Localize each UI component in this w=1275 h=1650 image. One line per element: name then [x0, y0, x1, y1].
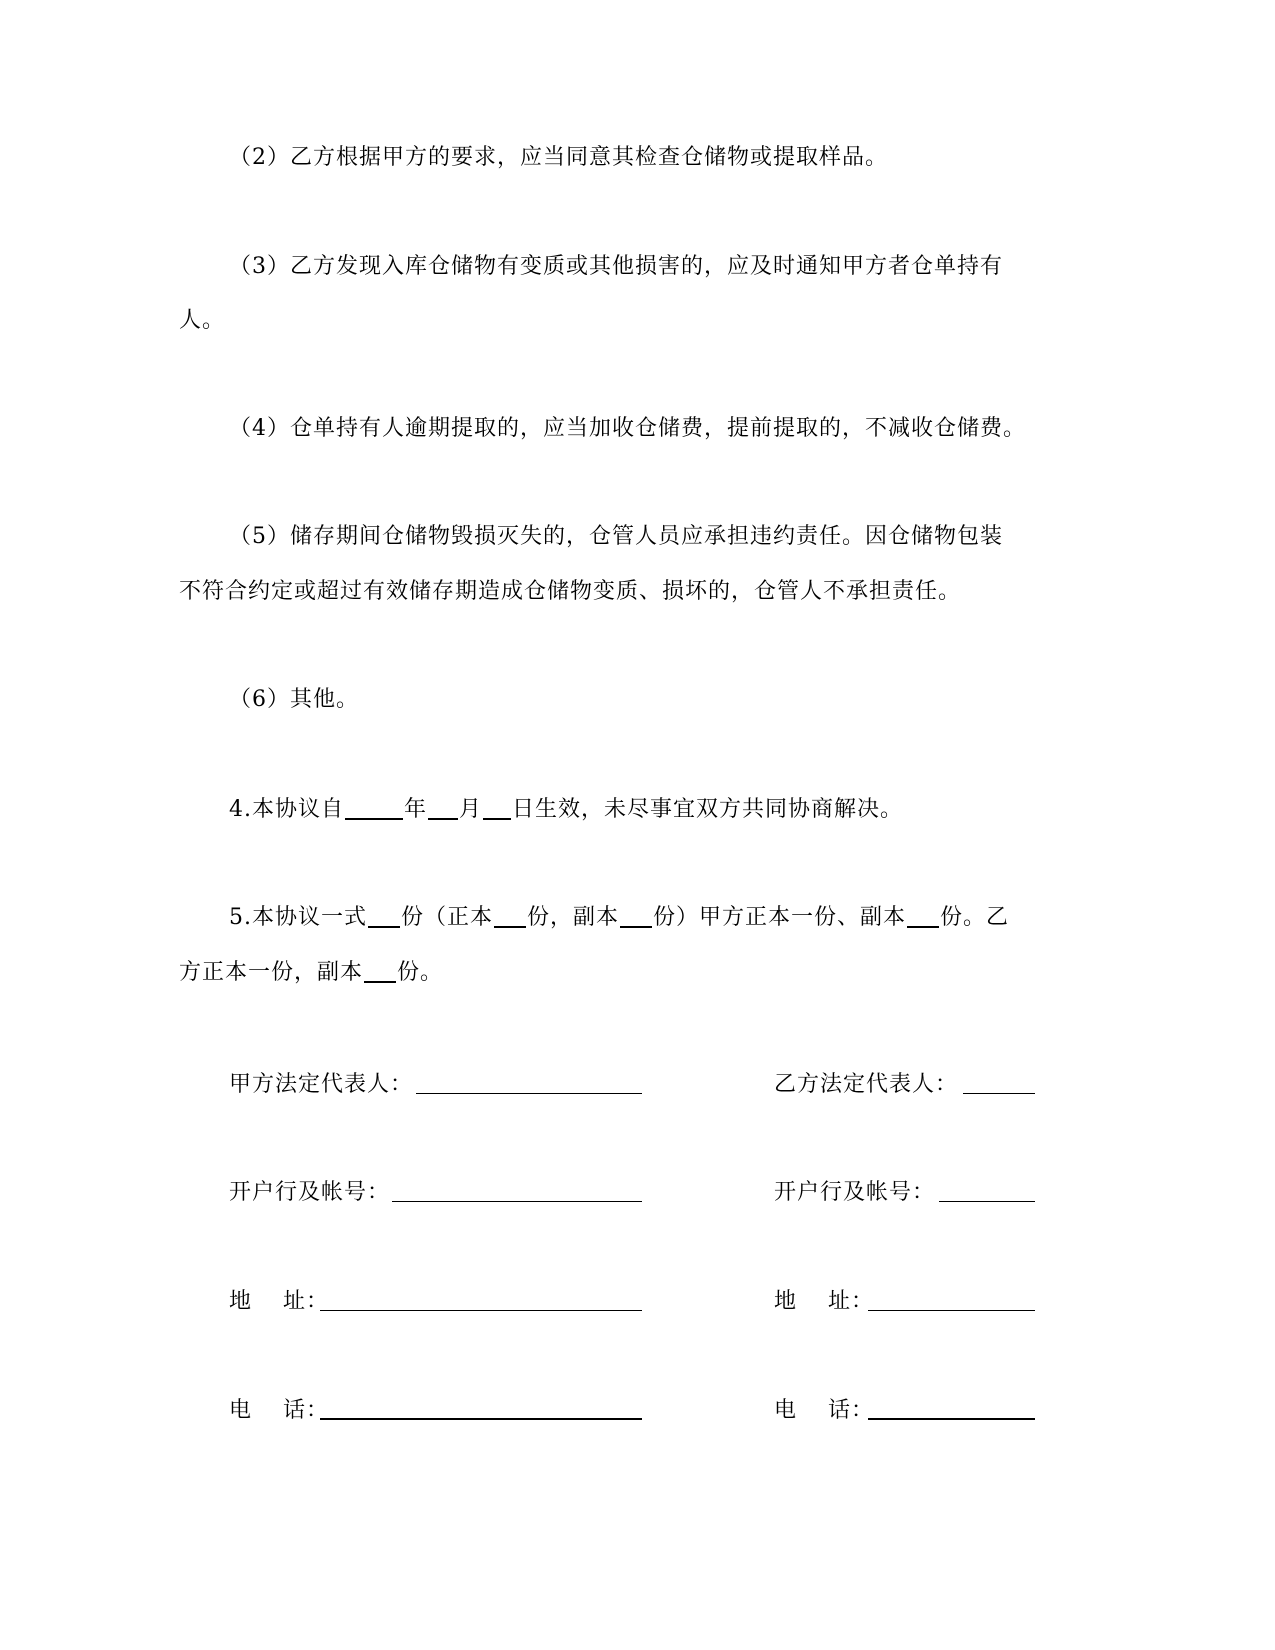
clause-6: （6）其他。 [229, 687, 359, 712]
article-4-suffix: 日生效，未尽事宜双方共同协商解决。 [512, 797, 904, 822]
party-a-address-field[interactable] [320, 1310, 642, 1311]
article-4-year: 年 [404, 797, 428, 822]
article-4 [229, 795, 903, 825]
article-5-t4: 份）甲方正本一份、副本 [653, 905, 907, 930]
party-b-address-label: 地 址： [774, 1289, 874, 1314]
article-5-line2-prefix: 方正本一份，副本 [179, 960, 364, 985]
party-b-phone-label: 电 话： [774, 1398, 874, 1423]
party-a-phone-field[interactable] [320, 1418, 642, 1420]
clause-3-line-1: （3）乙方发现入库仓储物有变质或其他损害的，应及时通知甲方者仓单持有 [229, 254, 1003, 279]
duplicates-blank[interactable] [620, 904, 652, 928]
article-5-t2: 份（正本 [401, 905, 494, 930]
originals-blank[interactable] [494, 904, 526, 928]
party-b-duplicates-blank[interactable] [364, 959, 396, 983]
article-5-t5: 份。乙 [940, 905, 1010, 930]
clause-4: （4）仓单持有人逾期提取的，应当加收仓储费，提前提取的，不减收仓储费。 [229, 416, 1026, 441]
article-5-line-2 [179, 958, 443, 988]
party-a-legal-rep-label: 甲方法定代表人： [229, 1072, 414, 1097]
party-b-bank-account-label: 开户行及帐号： [774, 1180, 936, 1205]
clause-2: （2）乙方根据甲方的要求，应当同意其检查仓储物或提取样品。 [229, 145, 888, 170]
copies-total-blank[interactable] [368, 904, 400, 928]
party-b-legal-rep-label: 乙方法定代表人： [774, 1072, 959, 1097]
clause-3-line-2: 人。 [179, 308, 226, 333]
party-a-bank-account-label: 开户行及帐号： [229, 1180, 391, 1205]
clause-5-line-1: （5）储存期间仓储物毁损灭失的，仓管人员应承担违约责任。因仓储物包装 [229, 524, 1003, 549]
party-a-address-label: 地 址： [229, 1289, 329, 1314]
year-blank[interactable] [345, 796, 403, 820]
party-a-legal-rep-field[interactable] [416, 1093, 642, 1094]
article-4-month: 月 [459, 797, 483, 822]
party-b-phone-field[interactable] [868, 1418, 1035, 1420]
party-b-bank-account-field[interactable] [939, 1201, 1035, 1202]
clause-5-line-2: 不符合约定或超过有效储存期造成仓储物变质、损坏的，仓管人不承担责任。 [179, 579, 962, 604]
month-blank[interactable] [428, 796, 458, 820]
article-5-t3: 份，副本 [527, 905, 620, 930]
article-5-line2-suffix: 份。 [397, 960, 444, 985]
article-4-prefix: 4.本协议自 [229, 797, 344, 822]
party-b-legal-rep-field[interactable] [963, 1093, 1035, 1094]
day-blank[interactable] [483, 796, 511, 820]
party-b-address-field[interactable] [868, 1310, 1035, 1311]
party-a-phone-label: 电 话： [229, 1398, 329, 1423]
article-5-t1: 5.本协议一式 [229, 905, 367, 930]
article-5-line-1 [229, 903, 1009, 933]
party-a-bank-account-field[interactable] [392, 1201, 642, 1202]
party-a-duplicates-blank[interactable] [907, 904, 939, 928]
